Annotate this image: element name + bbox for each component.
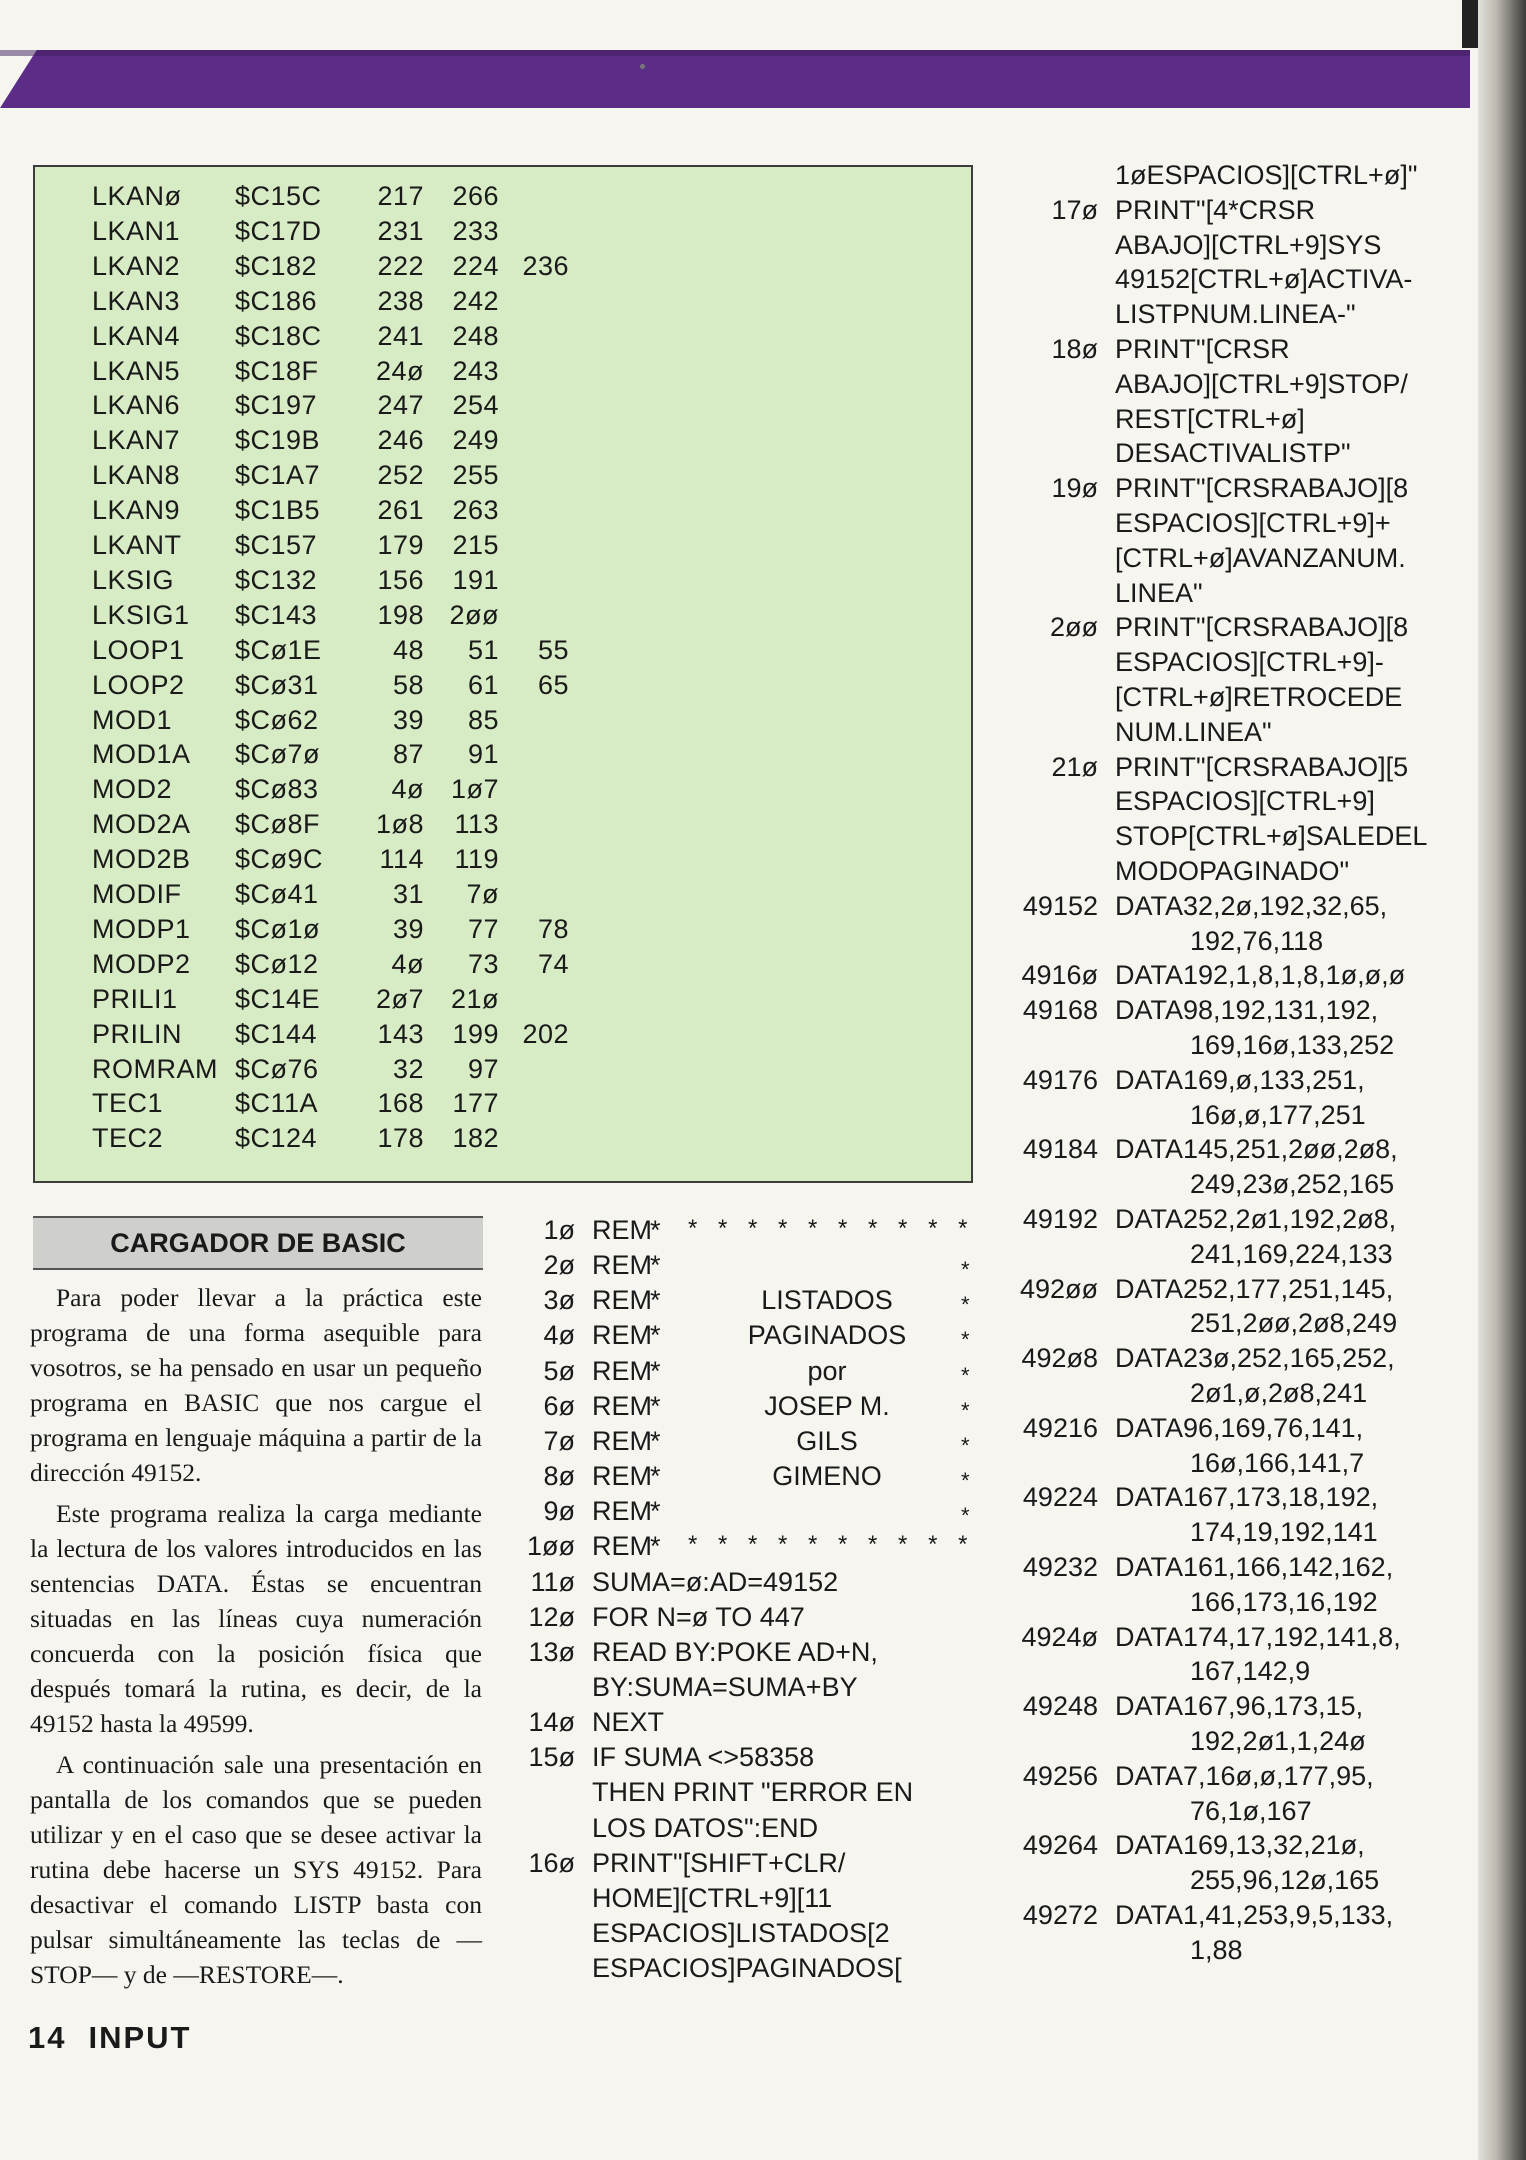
symbol-name: LKAN4 bbox=[92, 320, 181, 351]
code-line: 192,2ø1,1,24ø bbox=[1190, 1726, 1366, 1756]
symbol-row bbox=[35, 458, 971, 493]
code-line: DATA252,177,251,145, bbox=[1115, 1273, 1394, 1304]
symbol-row bbox=[35, 563, 971, 598]
symbol-reference: 177 bbox=[452, 1088, 499, 1119]
symbol-name: LKAN9 bbox=[92, 495, 181, 526]
code-line: LINEA" bbox=[1115, 577, 1203, 608]
code-line: STOP[CTRL+ø]SALEDEL bbox=[1115, 821, 1428, 852]
symbol-address: $C18C bbox=[235, 320, 322, 351]
symbol-address: $C11A bbox=[235, 1088, 319, 1119]
symbol-table-box bbox=[33, 165, 973, 1183]
code-line: HOME][CTRL+9][11 bbox=[592, 1882, 833, 1913]
symbol-reference: 39 bbox=[392, 913, 424, 944]
symbol-address: $C197 bbox=[235, 390, 318, 421]
symbol-row bbox=[35, 947, 971, 982]
code-line: 1,88 bbox=[1190, 1934, 1243, 1965]
symbol-name: LKAN7 bbox=[92, 425, 181, 456]
symbol-reference: 4ø bbox=[391, 774, 424, 805]
symbol-name: LKAN6 bbox=[92, 390, 181, 421]
line-number: 4916ø bbox=[1021, 960, 1098, 991]
rem-end-star: * bbox=[961, 1257, 970, 1283]
symbol-row bbox=[35, 214, 971, 249]
symbol-address: $C132 bbox=[235, 564, 318, 595]
rem-keyword: REM bbox=[592, 1461, 652, 1492]
symbol-name: LKAN2 bbox=[92, 250, 181, 281]
line-number: 49192 bbox=[1022, 1204, 1098, 1234]
rem-text: PAGINADOS bbox=[747, 1320, 907, 1351]
symbol-name: MOD1A bbox=[92, 739, 191, 770]
symbol-reference: 224 bbox=[452, 250, 499, 281]
symbol-row bbox=[35, 877, 971, 912]
symbol-reference: 2øø bbox=[449, 599, 499, 630]
code-line: DATA1,41,253,9,5,133, bbox=[1115, 1900, 1394, 1930]
symbol-reference: 182 bbox=[452, 1123, 499, 1154]
code-line: ESPACIOS]PAGINADOS[ bbox=[592, 1953, 902, 1984]
code-line: ABAJO][CTRL+9]SYS bbox=[1115, 229, 1382, 260]
symbol-row bbox=[35, 842, 971, 877]
symbol-address: $C1A7 bbox=[235, 460, 321, 491]
symbol-reference: 248 bbox=[452, 320, 499, 351]
rem-keyword: REM bbox=[592, 1390, 652, 1421]
symbol-address: $C1B5 bbox=[235, 495, 321, 526]
symbol-reference: 168 bbox=[377, 1088, 424, 1119]
symbol-reference: 254 bbox=[452, 390, 499, 421]
symbol-reference: 74 bbox=[537, 948, 569, 979]
code-line: 174,19,192,141 bbox=[1190, 1517, 1378, 1548]
symbol-address: $C15C bbox=[235, 181, 322, 211]
symbol-reference: 199 bbox=[452, 1018, 499, 1049]
code-line: DATA167,173,18,192, bbox=[1115, 1482, 1379, 1513]
line-number: 16ø bbox=[528, 1847, 575, 1878]
symbol-reference: 77 bbox=[467, 913, 499, 944]
symbol-name: MOD2A bbox=[92, 809, 191, 840]
symbol-address: $Cø76 bbox=[235, 1053, 319, 1084]
symbol-reference: 238 bbox=[377, 285, 424, 316]
rem-border-stars: * * * * * * * * * * bbox=[688, 1531, 975, 1559]
code-line: 166,173,16,192 bbox=[1190, 1586, 1378, 1617]
symbol-row bbox=[35, 807, 971, 842]
symbol-name: ROMRAM bbox=[92, 1053, 218, 1084]
rem-keyword: REM bbox=[592, 1215, 652, 1245]
code-line: SUMA=ø:AD=49152 bbox=[592, 1566, 839, 1597]
symbol-reference: 2ø7 bbox=[375, 983, 424, 1014]
rem-keyword: REM bbox=[592, 1425, 652, 1456]
symbol-reference: 55 bbox=[537, 634, 569, 665]
symbol-reference: 85 bbox=[467, 704, 499, 735]
symbol-reference: 91 bbox=[467, 739, 499, 770]
code-line: REST[CTRL+ø] bbox=[1115, 403, 1305, 434]
symbol-name: LOOP1 bbox=[92, 634, 185, 665]
rem-end-star: * bbox=[961, 1362, 970, 1388]
code-line: NUM.LINEA" bbox=[1115, 716, 1272, 747]
symbol-reference: 31 bbox=[392, 879, 424, 909]
symbol-reference: 246 bbox=[377, 425, 424, 456]
symbol-row bbox=[35, 528, 971, 563]
rem-end-star: * bbox=[961, 1432, 970, 1458]
rem-text: LISTADOS bbox=[761, 1285, 893, 1316]
code-line: PRINT"[CRSRABAJO][5 bbox=[1115, 751, 1409, 782]
code-line: 249,23ø,252,165 bbox=[1190, 1169, 1395, 1200]
line-number: 2ø bbox=[543, 1250, 575, 1281]
symbol-row bbox=[35, 1052, 971, 1087]
symbol-row bbox=[35, 249, 971, 284]
code-line: BY:SUMA=SUMA+BY bbox=[592, 1671, 858, 1702]
code-line: 1øESPACIOS][CTRL+ø]" bbox=[1115, 160, 1418, 190]
symbol-reference: 178 bbox=[377, 1123, 424, 1154]
symbol-name: TEC1 bbox=[92, 1088, 164, 1119]
symbol-address: $C143 bbox=[235, 599, 318, 630]
rem-star: * bbox=[650, 1250, 661, 1281]
page-edge-shadow bbox=[1478, 0, 1526, 2160]
symbol-reference: 242 bbox=[452, 285, 499, 316]
symbol-reference: 65 bbox=[537, 669, 569, 700]
symbol-address: $C19B bbox=[235, 425, 321, 456]
line-number: 1ø bbox=[543, 1215, 575, 1245]
symbol-name: LKANT bbox=[92, 530, 182, 560]
symbol-reference: 241 bbox=[377, 320, 424, 351]
code-line: DATA23ø,252,165,252, bbox=[1115, 1343, 1395, 1374]
rem-end-star: * bbox=[961, 1327, 970, 1353]
code-line: ESPACIOS][CTRL+9] bbox=[1115, 786, 1375, 817]
code-line: DATA169,ø,133,251, bbox=[1115, 1064, 1365, 1095]
symbol-reference: 233 bbox=[452, 215, 499, 246]
code-line: IF SUMA <>58358 bbox=[592, 1742, 815, 1773]
rem-star: * bbox=[650, 1390, 661, 1421]
rem-keyword: REM bbox=[592, 1355, 652, 1386]
code-line: ESPACIOS][CTRL+9]- bbox=[1115, 647, 1384, 678]
paragraph: Este programa realiza la carga mediante la lectura de los valores introducidos en las sentencias DATA. Éstas se encuentran situadas en las líneas cuya numeración concuerda con la posición física que después tomará la rutina, es decir, de la 49152 hasta la 49599. bbox=[30, 1499, 482, 1738]
line-number: 3ø bbox=[543, 1285, 575, 1316]
code-line: [CTRL+ø]AVANZANUM. bbox=[1115, 542, 1406, 573]
code-line: PRINT"[4*CRSR bbox=[1115, 194, 1316, 225]
paragraph: Para poder llevar a la práctica este programa de una forma asequible para vosotros, se ha pensado en usar un pequeño programa en BASIC que nos cargue el programa en lenguaje máquina a partir de la dirección 49152. bbox=[30, 1283, 482, 1487]
code-line: DATA96,169,76,141, bbox=[1115, 1412, 1364, 1443]
section-heading: CARGADOR DE BASIC bbox=[33, 1216, 483, 1270]
symbol-reference: 236 bbox=[522, 250, 569, 281]
symbol-reference: 261 bbox=[377, 495, 424, 526]
line-number: 4ø bbox=[543, 1320, 575, 1351]
symbol-name: LKSIG1 bbox=[92, 599, 190, 630]
code-line: DATA161,166,142,162, bbox=[1115, 1552, 1394, 1582]
code-line: 241,169,224,133 bbox=[1190, 1238, 1393, 1269]
line-number: 14ø bbox=[528, 1707, 575, 1738]
code-line: ESPACIOS]LISTADOS[2 bbox=[592, 1918, 890, 1948]
symbol-name: TEC2 bbox=[92, 1123, 164, 1154]
rem-keyword: REM bbox=[592, 1250, 652, 1281]
symbol-reference: 266 bbox=[452, 181, 499, 211]
code-line: [CTRL+ø]RETROCEDE bbox=[1115, 682, 1403, 712]
line-number: 15ø bbox=[528, 1742, 575, 1773]
symbol-reference: 263 bbox=[452, 495, 499, 526]
line-number: 13ø bbox=[528, 1636, 575, 1667]
code-line: ABAJO][CTRL+9]STOP/ bbox=[1115, 368, 1408, 399]
code-line: PRINT"[CRSRABAJO][8 bbox=[1115, 612, 1409, 643]
symbol-row bbox=[35, 703, 971, 738]
symbol-address: $Cø8F bbox=[235, 809, 321, 840]
symbol-name: LKANø bbox=[92, 181, 182, 211]
line-number: 49256 bbox=[1022, 1760, 1098, 1791]
code-line: DATA252,2ø1,192,2ø8, bbox=[1115, 1204, 1397, 1234]
code-line: PRINT"[SHIFT+CLR/ bbox=[592, 1847, 846, 1878]
line-number: 49248 bbox=[1022, 1691, 1098, 1722]
symbol-name: LKAN8 bbox=[92, 460, 181, 491]
symbol-reference: 243 bbox=[452, 355, 499, 386]
code-line: 2ø1,ø,2ø8,241 bbox=[1190, 1378, 1368, 1408]
page-footer bbox=[28, 2020, 191, 2056]
symbol-reference: 97 bbox=[467, 1053, 499, 1084]
symbol-name: MODP1 bbox=[92, 913, 191, 944]
symbol-row bbox=[35, 1121, 971, 1156]
symbol-reference: 73 bbox=[467, 948, 499, 979]
symbol-name: PRILIN bbox=[92, 1018, 183, 1049]
rem-star: * bbox=[650, 1320, 661, 1351]
code-line: PRINT"[CRSRABAJO][8 bbox=[1115, 473, 1409, 504]
symbol-reference: 1ø8 bbox=[375, 809, 424, 840]
rem-end-star: * bbox=[961, 1468, 970, 1494]
magazine-name: INPUT bbox=[88, 2020, 192, 2055]
code-line: DATA192,1,8,1,8,1ø,ø,ø bbox=[1115, 960, 1406, 991]
line-number: 19ø bbox=[1051, 473, 1098, 504]
line-number: 49264 bbox=[1022, 1830, 1098, 1861]
rem-text: GILS bbox=[796, 1425, 858, 1456]
line-number: 5ø bbox=[543, 1355, 575, 1386]
symbol-name: MODP2 bbox=[92, 948, 191, 979]
code-line: 16ø,ø,177,251 bbox=[1190, 1099, 1366, 1130]
rem-star: * bbox=[650, 1215, 661, 1245]
symbol-address: $Cø12 bbox=[235, 948, 319, 979]
rem-end-star: * bbox=[961, 1292, 970, 1318]
symbol-row bbox=[35, 1086, 971, 1121]
code-line: MODOPAGINADO" bbox=[1115, 856, 1350, 886]
rem-keyword: REM bbox=[592, 1285, 652, 1316]
symbol-reference: 113 bbox=[454, 809, 499, 840]
symbol-reference: 231 bbox=[377, 215, 424, 246]
rem-keyword: REM bbox=[592, 1531, 652, 1562]
symbol-address: $C144 bbox=[235, 1018, 318, 1049]
code-line: 251,2øø,2ø8,249 bbox=[1190, 1308, 1398, 1339]
rem-star: * bbox=[650, 1285, 661, 1316]
code-line: DATA169,13,32,21ø, bbox=[1115, 1830, 1365, 1861]
code-line: DATA32,2ø,192,32,65, bbox=[1115, 890, 1388, 921]
symbol-name: LKAN3 bbox=[92, 285, 181, 316]
code-line: 255,96,12ø,165 bbox=[1190, 1865, 1380, 1896]
symbol-reference: 222 bbox=[377, 250, 424, 281]
symbol-row bbox=[35, 179, 971, 214]
code-line: LOS DATOS":END bbox=[592, 1812, 819, 1843]
code-line: 16ø,166,141,7 bbox=[1190, 1447, 1365, 1478]
symbol-reference: 156 bbox=[377, 564, 424, 595]
rem-star: * bbox=[650, 1496, 661, 1527]
symbol-reference: 51 bbox=[467, 634, 499, 665]
line-number: 2øø bbox=[1049, 612, 1098, 643]
symbol-row bbox=[35, 423, 971, 458]
symbol-address: $Cø83 bbox=[235, 774, 319, 805]
symbol-address: $Cø1ø bbox=[235, 913, 321, 944]
symbol-reference: 78 bbox=[537, 913, 569, 944]
rem-keyword: REM bbox=[592, 1496, 652, 1527]
page-number: 14 bbox=[28, 2020, 67, 2055]
line-number: 8ø bbox=[543, 1461, 575, 1492]
symbol-reference: 191 bbox=[452, 564, 499, 595]
code-line: DATA167,96,173,15, bbox=[1115, 1691, 1364, 1722]
symbol-reference: 202 bbox=[522, 1018, 569, 1049]
line-number: 9ø bbox=[543, 1496, 575, 1527]
code-line: DATA174,17,192,141,8, bbox=[1115, 1621, 1401, 1652]
code-line: NEXT bbox=[592, 1707, 665, 1738]
line-number: 49232 bbox=[1022, 1552, 1098, 1582]
symbol-name: MOD2 bbox=[92, 774, 173, 805]
line-number: 6ø bbox=[543, 1390, 575, 1421]
code-line: FOR N=ø TO 447 bbox=[592, 1601, 805, 1632]
code-line: 192,76,118 bbox=[1190, 925, 1324, 956]
line-number: 21ø bbox=[1051, 751, 1098, 782]
symbol-row bbox=[35, 668, 971, 703]
line-number: 12ø bbox=[528, 1601, 575, 1632]
line-number: 49272 bbox=[1022, 1900, 1098, 1930]
code-line: READ BY:POKE AD+N, bbox=[592, 1636, 878, 1667]
line-number: 49176 bbox=[1022, 1064, 1098, 1095]
symbol-reference: 61 bbox=[467, 669, 499, 700]
rem-end-star: * bbox=[961, 1503, 970, 1529]
header-color-band bbox=[0, 50, 1470, 108]
symbol-row bbox=[35, 633, 971, 668]
symbol-row bbox=[35, 598, 971, 633]
symbol-name: MOD2B bbox=[92, 844, 191, 875]
header-band-shade bbox=[0, 50, 1470, 56]
line-number: 49184 bbox=[1022, 1134, 1098, 1165]
symbol-reference: 24ø bbox=[375, 355, 424, 386]
symbol-reference: 58 bbox=[392, 669, 424, 700]
symbol-reference: 119 bbox=[454, 844, 499, 875]
symbol-reference: 4ø bbox=[391, 948, 424, 979]
line-number: 1øø bbox=[526, 1531, 575, 1562]
code-line: DATA98,192,131,192, bbox=[1115, 995, 1379, 1026]
rem-keyword: REM bbox=[592, 1320, 652, 1351]
symbol-row bbox=[35, 388, 971, 423]
rem-star: * bbox=[650, 1531, 661, 1562]
symbol-address: $Cø7ø bbox=[235, 739, 321, 770]
symbol-row bbox=[35, 737, 971, 772]
symbol-row bbox=[35, 354, 971, 389]
line-number: 49152 bbox=[1022, 890, 1098, 921]
symbol-address: $C124 bbox=[235, 1123, 318, 1154]
code-line: DESACTIVALISTP" bbox=[1115, 438, 1351, 469]
symbol-address: $Cø31 bbox=[235, 669, 319, 700]
code-line: 76,1ø,167 bbox=[1190, 1795, 1312, 1826]
code-line: ESPACIOS][CTRL+9]+ bbox=[1115, 508, 1391, 538]
symbol-reference: 198 bbox=[377, 599, 424, 630]
line-number: 18ø bbox=[1051, 334, 1098, 364]
rem-border-stars: * * * * * * * * * * bbox=[688, 1215, 975, 1242]
symbol-address: $C182 bbox=[235, 250, 318, 281]
rem-text: GIMENO bbox=[772, 1461, 882, 1492]
symbol-address: $C157 bbox=[235, 530, 318, 560]
code-line: PRINT"[CRSR bbox=[1115, 334, 1290, 364]
symbol-address: $Cø41 bbox=[235, 879, 319, 909]
symbol-address: $C17D bbox=[235, 215, 322, 246]
rem-star: * bbox=[650, 1355, 661, 1386]
symbol-name: LKAN5 bbox=[92, 355, 181, 386]
symbol-name: LKSIG bbox=[92, 564, 175, 595]
symbol-reference: 143 bbox=[377, 1018, 424, 1049]
rem-text: por bbox=[807, 1355, 847, 1386]
symbol-reference: 48 bbox=[392, 634, 424, 665]
symbol-reference: 252 bbox=[377, 460, 424, 491]
symbol-name: LKAN1 bbox=[92, 215, 181, 246]
symbol-reference: 247 bbox=[377, 390, 424, 421]
symbol-row bbox=[35, 912, 971, 947]
symbol-address: $Cø1E bbox=[235, 634, 322, 665]
print-speck bbox=[640, 64, 645, 69]
rem-end-star: * bbox=[961, 1397, 970, 1423]
symbol-reference: 21ø bbox=[450, 983, 499, 1014]
article-body bbox=[30, 1280, 482, 1998]
symbol-address: $C14E bbox=[235, 983, 321, 1014]
line-number: 492øø bbox=[1019, 1273, 1098, 1304]
symbol-reference: 87 bbox=[392, 739, 424, 770]
line-number: 7ø bbox=[543, 1425, 575, 1456]
symbol-row bbox=[35, 493, 971, 528]
rem-text: JOSEP M. bbox=[764, 1390, 890, 1421]
symbol-row bbox=[35, 772, 971, 807]
symbol-address: $Cø9C bbox=[235, 844, 324, 875]
symbol-address: $Cø62 bbox=[235, 704, 319, 735]
symbol-reference: 249 bbox=[452, 425, 499, 456]
code-line: DATA145,251,2øø,2ø8, bbox=[1115, 1134, 1398, 1165]
code-line: THEN PRINT "ERROR EN bbox=[592, 1777, 914, 1808]
symbol-reference: 255 bbox=[452, 460, 499, 491]
symbol-reference: 215 bbox=[452, 530, 499, 560]
paragraph: A continuación sale una presentación en pantalla de los comandos que se pueden utilizar y en el caso que se desee activar la rutina debe hacerse un SYS 49152. Para desactivar el comando LISTP basta con pulsar simultáneamente las teclas de —STOP— y de —RESTORE—. bbox=[30, 1750, 482, 1989]
symbol-row bbox=[35, 284, 971, 319]
symbol-reference: 39 bbox=[392, 704, 424, 735]
symbol-address: $C18F bbox=[235, 355, 319, 386]
code-line: DATA7,16ø,ø,177,95, bbox=[1115, 1760, 1374, 1791]
symbol-name: MOD1 bbox=[92, 704, 173, 735]
line-number: 4924ø bbox=[1021, 1621, 1098, 1652]
rem-star: * bbox=[650, 1461, 661, 1492]
symbol-reference: 1ø7 bbox=[450, 774, 499, 805]
symbol-row bbox=[35, 319, 971, 354]
code-line: 167,142,9 bbox=[1190, 1656, 1311, 1687]
code-line: LISTPNUM.LINEA-" bbox=[1115, 299, 1356, 330]
symbol-reference: 179 bbox=[377, 530, 424, 560]
line-number: 11ø bbox=[530, 1566, 575, 1597]
symbol-row bbox=[35, 1017, 971, 1052]
line-number: 492ø8 bbox=[1021, 1343, 1098, 1374]
symbol-reference: 217 bbox=[377, 181, 424, 211]
code-line: 49152[CTRL+ø]ACTIVA- bbox=[1115, 264, 1413, 295]
rem-star: * bbox=[650, 1425, 661, 1456]
line-number: 17ø bbox=[1051, 194, 1098, 225]
line-number: 49216 bbox=[1022, 1412, 1098, 1443]
symbol-row bbox=[35, 982, 971, 1017]
symbol-name: LOOP2 bbox=[92, 669, 185, 700]
code-line: 169,16ø,133,252 bbox=[1190, 1030, 1395, 1060]
line-number: 49224 bbox=[1022, 1482, 1098, 1513]
symbol-address: $C186 bbox=[235, 285, 318, 316]
symbol-name: MODIF bbox=[92, 879, 182, 909]
line-number: 49168 bbox=[1022, 995, 1098, 1026]
symbol-reference: 32 bbox=[392, 1053, 424, 1084]
symbol-name: PRILI1 bbox=[92, 983, 178, 1014]
symbol-reference: 7ø bbox=[466, 879, 499, 909]
symbol-reference: 114 bbox=[379, 844, 424, 875]
